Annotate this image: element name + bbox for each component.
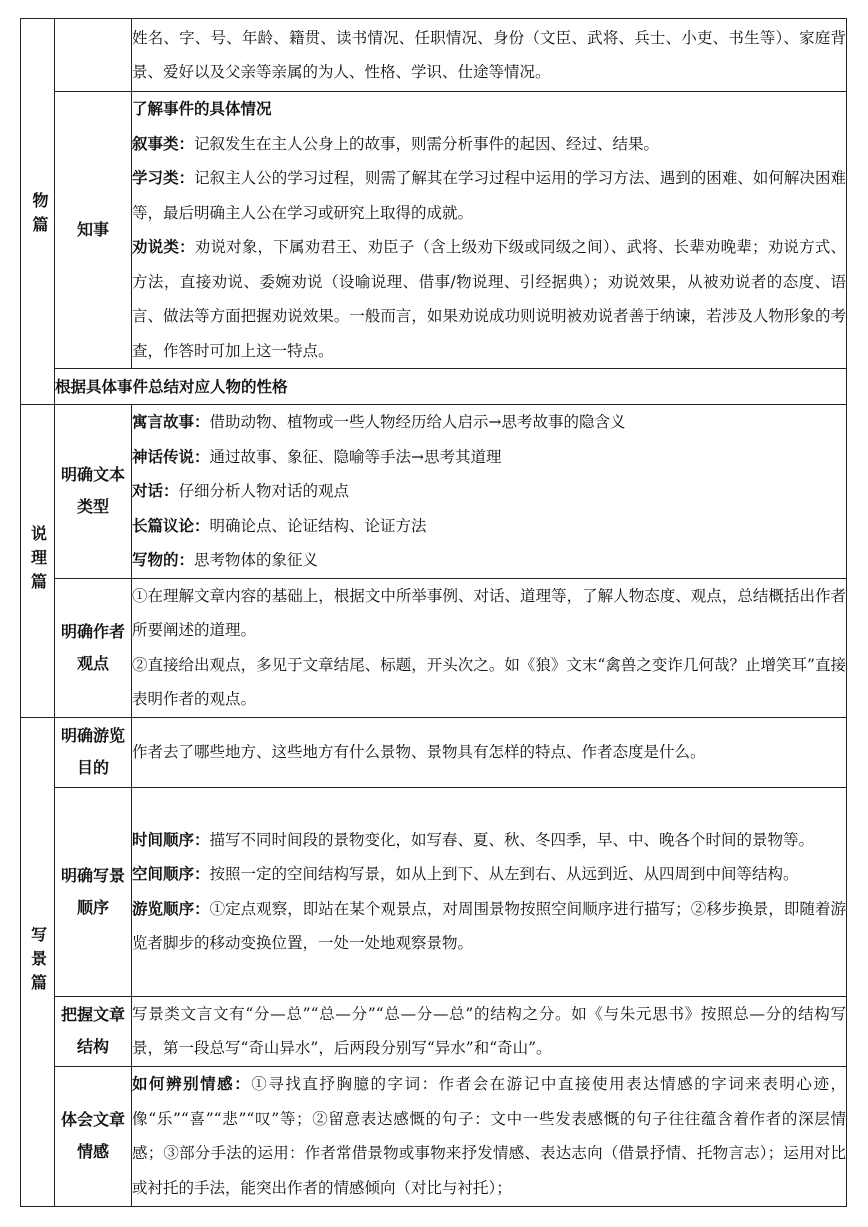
author-view-cell <box>132 578 847 717</box>
list-item: 叙事类：记叙发生在主人公身上的故事，则需分析事件的起因、经过、结果。 <box>132 133 660 153</box>
table-row <box>21 405 847 579</box>
character-summary: 根据具体事件总结对应人物的性格 <box>55 369 847 405</box>
person-info-text: 姓名、字、号、年龄、籍贯、读书情况、任职情况、身份（文臣、武将、兵士、小吏、书生等）、家庭背景、爱好以及父亲等亲属的为人、性格、学识、仕途等情况。 <box>132 19 847 92</box>
list-item: 劝说类：劝说对象，下属劝君王、劝臣子（含上级劝下级或同级之间）、武将、长辈劝晚辈；劝说方式、方法，直接劝说、委婉劝说（设喻说理、借事/物说理、引经据典）；劝说效果，从被劝说者的态度、语言、做法等方面把握劝说效果。一般而言，如果劝说成功则说明被劝说者善于纳谏，若涉及人物形象的考查，作答时可加上这一特点。 <box>132 237 846 360</box>
list-item: 游览顺序：①定点观察，即站在某个观景点，对周围景物按照空间顺序进行描写；②移步换景，即随着游览者脚步的移动变换位置，一处一处地观察景物。 <box>132 898 846 952</box>
table-row <box>21 996 847 1066</box>
list-item: ②直接给出观点，多见于文章结尾、标题，开头次之。如《狼》文末“禽兽之变诈几何哉？止增笑耳”直接表明作者的观点。 <box>132 655 846 708</box>
table-row <box>21 787 847 996</box>
content-table <box>20 18 847 1207</box>
category-scenery: 写景篇 <box>21 717 55 1206</box>
subheading-structure: 把握文章结构 <box>55 996 132 1066</box>
category-reasoning: 说理篇 <box>21 405 55 718</box>
subheading-text-type: 明确文本类型 <box>55 405 132 579</box>
subheading-emotion: 体会文章情感 <box>55 1066 132 1206</box>
subheading-tour-purpose: 明确游览目的 <box>55 717 132 787</box>
text-type-cell <box>132 405 847 579</box>
table-row <box>21 92 847 369</box>
list-item: 长篇议论：明确论点、论证结构、论证方法 <box>132 515 427 535</box>
know-events-cell <box>132 92 847 369</box>
know-events-title: 了解事件的具体情况 <box>132 99 272 118</box>
emotion-cell: 如何辨别情感：①寻找直抒胸臆的字词：作者会在游记中直接使用表达情感的字词来表明心迹，像“乐”“喜”“悲”“叹”等；②留意表达感慨的句子：文中一些发表感慨的句子往往蕴含着作者的深层情感；③部分手法的运用：作者常借景物或事物来抒发情感、表达志向（借景抒情、托物言志）；运用对比或衬托的手法，能突出作者的情感倾向（对比与衬托）； <box>132 1066 847 1206</box>
tour-purpose-text: 作者去了哪些地方、这些地方有什么景物、景物具有怎样的特点、作者态度是什么。 <box>132 717 847 787</box>
list-item: 寓言故事：借助动物、植物或一些人物经历给人启示→思考故事的隐含义 <box>132 412 626 431</box>
list-item: 神话传说：通过故事、象征、隐喻等手法→思考其道理 <box>132 446 502 466</box>
scene-order-cell <box>132 787 847 996</box>
list-item: 空间顺序：按照一定的空间结构写景，如从上到下、从左到右、从远到近、从四周到中间等结构。 <box>132 864 799 883</box>
subheading-author-view: 明确作者观点 <box>55 578 132 717</box>
table-row <box>21 19 847 92</box>
table-row <box>21 1066 847 1206</box>
category-person: 物篇 <box>21 19 55 405</box>
list-item: 写物的：思考物体的象征义 <box>132 550 319 569</box>
subheading-know-events: 知事 <box>55 92 132 369</box>
list-item: 时间顺序：描写不同时间段的景物变化，如写春、夏、秋、冬四季，早、中、晚各个时间的景物等。 <box>132 829 815 849</box>
table-row <box>21 578 847 717</box>
table-row <box>21 369 847 405</box>
structure-text: 写景类文言文有“分—总”“总—分”“总—分—总”的结构之分。如《与朱元思书》按照总—分的结构写景，第一段总写“奇山异水”，后两段分别写“异水”和“奇山”。 <box>132 996 847 1066</box>
list-item: 对话：仔细分析人物对话的观点 <box>132 481 350 500</box>
list-item: ①在理解文章内容的基础上，根据文中所举事例、对话、道理等，了解人物态度、观点，总结概括出作者所要阐述的道理。 <box>132 586 846 639</box>
subheading-scene-order: 明确写景顺序 <box>55 787 132 996</box>
list-item: 学习类：记叙主人公的学习过程，则需了解其在学习过程中运用的学习方法、遇到的困难、如何解决困难等，最后明确主人公在学习或研究上取得的成就。 <box>132 168 846 222</box>
subheading-person-info <box>55 19 132 92</box>
table-row <box>21 717 847 787</box>
